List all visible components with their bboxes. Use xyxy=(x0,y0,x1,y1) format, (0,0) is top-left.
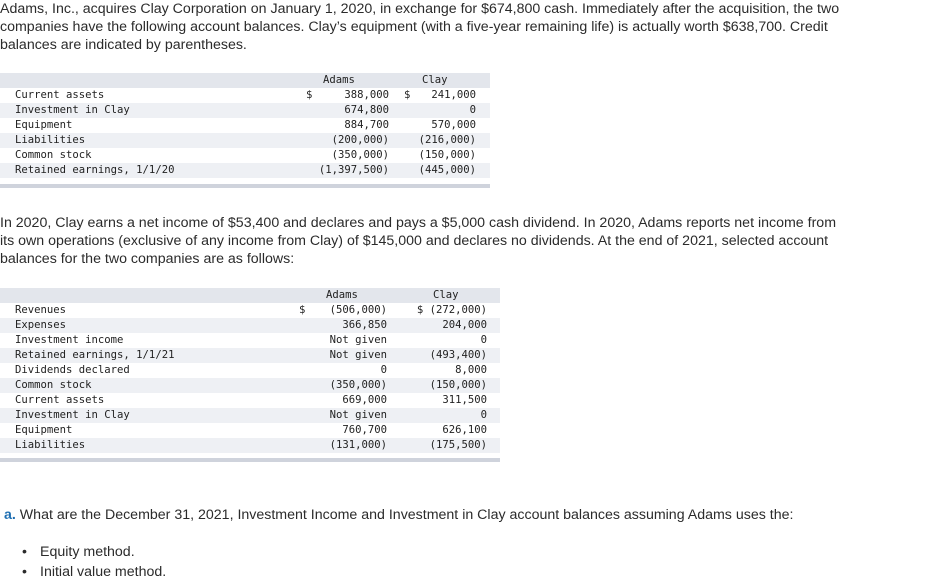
clay-value: (493,400) xyxy=(429,349,487,361)
middle-line: In 2020, Clay earns a net income of $53,400 and declares and pays a $5,000 cash dividend. In 2020, Adams reports net income from xyxy=(0,215,837,231)
adams-value: 669,000 xyxy=(342,394,387,406)
middle-line: balances for the two companies are as follows: xyxy=(0,251,295,267)
adams-currency: $ xyxy=(306,89,313,101)
adams-value: 760,700 xyxy=(342,424,387,436)
clay-value: 241,000 xyxy=(431,89,476,101)
adams-value: (131,000) xyxy=(329,439,387,451)
bullet-text: Equity method. xyxy=(40,544,135,560)
intro-line: companies have the following account balances. Clay’s equipment (with a five-year remaining life) is actually worth $638,700. Credit xyxy=(0,19,828,35)
table-rule xyxy=(0,184,490,188)
table-row xyxy=(0,148,490,163)
table-row xyxy=(0,118,490,133)
row-label: Investment in Clay xyxy=(15,409,130,421)
table-row xyxy=(0,103,490,118)
clay-value: 204,000 xyxy=(442,319,487,331)
intro-line: balances are indicated by parentheses. xyxy=(0,37,247,53)
row-label: Retained earnings, 1/1/20 xyxy=(15,164,175,176)
table-row xyxy=(0,408,500,423)
table-2021-balances xyxy=(0,288,500,462)
adams-value: (200,000) xyxy=(331,134,389,146)
row-label: Retained earnings, 1/1/21 xyxy=(15,349,175,361)
clay-value: 570,000 xyxy=(431,119,476,131)
clay-value: (445,000) xyxy=(418,164,476,176)
table-header xyxy=(0,73,490,88)
row-label: Expenses xyxy=(15,319,67,331)
middle-paragraph xyxy=(0,214,930,268)
intro-paragraph xyxy=(0,0,930,54)
table-row xyxy=(0,363,500,378)
table-header xyxy=(0,288,500,303)
row-label: Common stock xyxy=(15,379,92,391)
adams-value: (350,000) xyxy=(331,149,389,161)
clay-value: 0 xyxy=(469,104,476,116)
bullet-text: Initial value method. xyxy=(40,564,167,580)
list-item xyxy=(22,562,166,582)
row-label: Liabilities xyxy=(15,134,86,146)
table-acquisition-balances xyxy=(0,73,490,188)
row-label: Investment in Clay xyxy=(15,104,130,116)
table-row xyxy=(0,303,500,318)
row-label: Liabilities xyxy=(15,439,86,451)
adams-value: (350,000) xyxy=(329,379,387,391)
table-row xyxy=(0,133,490,148)
row-label: Current assets xyxy=(15,89,105,101)
adams-value: (1,397,500) xyxy=(318,164,389,176)
table-rule xyxy=(0,458,500,462)
clay-currency: $ xyxy=(404,89,411,101)
question-text: What are the December 31, 2021, Investment Income and Investment in Clay account balances assuming Adams uses the: xyxy=(15,507,794,523)
table-row xyxy=(0,333,500,348)
question-part-label: a. xyxy=(4,507,16,523)
table-row xyxy=(0,88,490,103)
header-adams: Adams xyxy=(326,289,358,301)
list-item xyxy=(22,542,166,562)
row-label: Current assets xyxy=(15,394,105,406)
clay-value: 0 xyxy=(480,409,487,421)
bullet-icon: • xyxy=(22,544,27,560)
method-list xyxy=(22,542,166,582)
adams-value: (506,000) xyxy=(329,304,387,316)
row-label: Dividends declared xyxy=(15,364,130,376)
bullet-icon: • xyxy=(22,564,27,580)
clay-value: (150,000) xyxy=(418,149,476,161)
clay-value: (175,500) xyxy=(429,439,487,451)
adams-value: 0 xyxy=(380,364,387,376)
row-label: Equipment xyxy=(15,119,73,131)
question-a xyxy=(4,506,793,524)
adams-value: Not given xyxy=(329,349,387,361)
adams-value: 366,850 xyxy=(342,319,387,331)
header-clay: Clay xyxy=(422,74,448,86)
table-row xyxy=(0,318,500,333)
clay-value: 626,100 xyxy=(442,424,487,436)
middle-line: its own operations (exclusive of any income from Clay) of $145,000 and declares no dividends. At the end of 2021, selected account xyxy=(0,233,829,249)
table-row xyxy=(0,423,500,438)
adams-value: 884,700 xyxy=(344,119,389,131)
clay-value: (150,000) xyxy=(429,379,487,391)
table-row xyxy=(0,393,500,408)
row-label: Investment income xyxy=(15,334,124,346)
adams-value: 674,800 xyxy=(344,104,389,116)
header-adams: Adams xyxy=(323,74,355,86)
adams-value: Not given xyxy=(329,409,387,421)
clay-value: 8,000 xyxy=(455,364,487,376)
table-row xyxy=(0,163,490,178)
row-label: Common stock xyxy=(15,149,92,161)
clay-value: (216,000) xyxy=(418,134,476,146)
adams-value: Not given xyxy=(329,334,387,346)
clay-value: $ (272,000) xyxy=(416,304,487,316)
row-label: Equipment xyxy=(15,424,73,436)
clay-value: 0 xyxy=(480,334,487,346)
adams-currency: $ xyxy=(299,304,306,316)
table-row xyxy=(0,348,500,363)
clay-value: 311,500 xyxy=(442,394,487,406)
table-row xyxy=(0,438,500,453)
adams-value: 388,000 xyxy=(344,89,389,101)
table-row xyxy=(0,378,500,393)
header-clay: Clay xyxy=(433,289,459,301)
intro-line: Adams, Inc., acquires Clay Corporation on January 1, 2020, in exchange for $674,800 cash. Immediately after the acquisition, the two xyxy=(0,1,840,17)
row-label: Revenues xyxy=(15,304,67,316)
